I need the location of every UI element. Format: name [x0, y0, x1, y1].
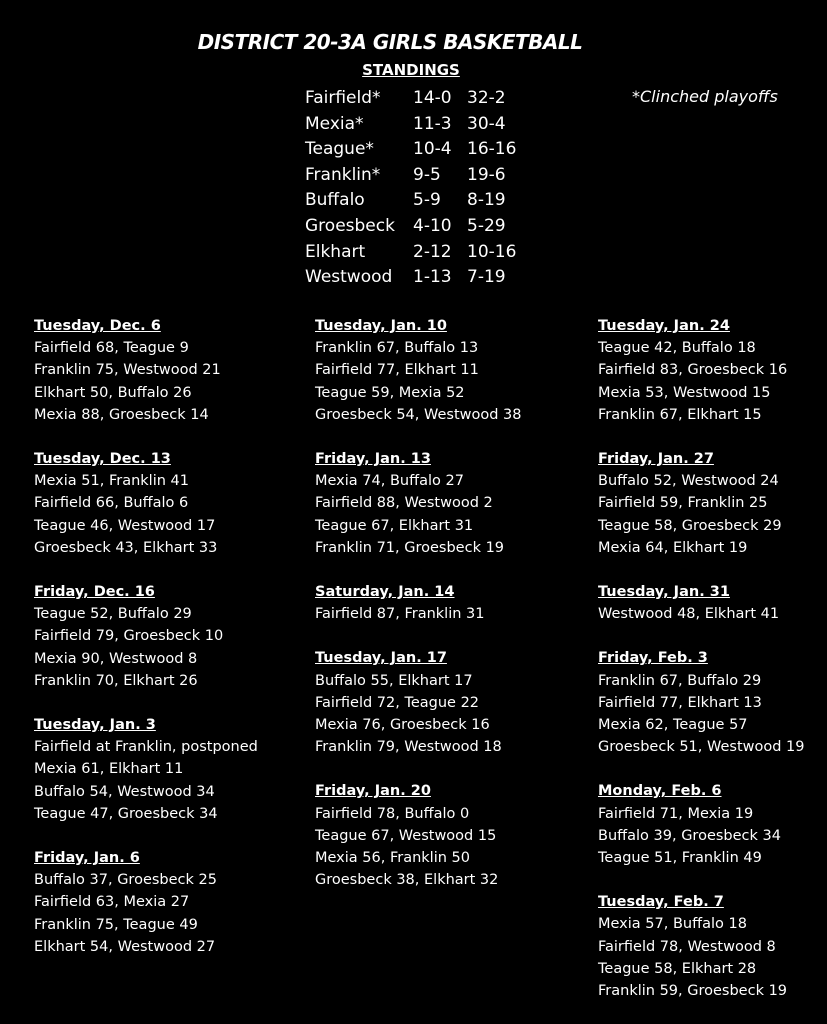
game-result: Franklin 67, Elkhart 15 [598, 406, 762, 423]
game-day-group [34, 581, 258, 692]
game-result: Buffalo 39, Groesbeck 34 [598, 827, 781, 844]
game-day-group [598, 315, 805, 426]
game-result: Fairfield at Franklin, postponed [34, 739, 258, 756]
game-result: Mexia 74, Buffalo 27 [315, 473, 464, 490]
standings-overall-record: 7-19 [467, 267, 506, 288]
game-day-group [315, 581, 522, 625]
game-result: Franklin 79, Westwood 18 [315, 739, 502, 756]
game-day-group [34, 315, 258, 426]
game-result: Mexia 61, Elkhart 11 [34, 761, 184, 778]
game-result: Westwood 48, Elkhart 41 [598, 606, 780, 623]
standings-district-record: 1-13 [413, 267, 452, 288]
page-title: DISTRICT 20-3A GIRLS BASKETBALL [197, 30, 583, 54]
game-result: Elkhart 50, Buffalo 26 [34, 384, 192, 401]
game-date: Tuesday, Jan. 10 [315, 318, 447, 334]
schedule-column-2 [315, 315, 522, 913]
game-date: Tuesday, Jan. 17 [315, 650, 447, 667]
game-date: Tuesday, Dec. 6 [34, 318, 161, 334]
game-result: Franklin 71, Groesbeck 19 [315, 539, 505, 556]
game-result: Fairfield 77, Elkhart 13 [598, 694, 762, 711]
game-result: Fairfield 72, Teague 22 [315, 694, 480, 711]
game-result: Fairfield 83, Groesbeck 16 [598, 362, 788, 379]
game-result: Fairfield 68, Teague 9 [34, 340, 189, 357]
game-result: Teague 58, Groesbeck 29 [598, 517, 782, 534]
game-result: Mexia 56, Franklin 50 [315, 850, 470, 867]
game-result: Franklin 67, Buffalo 29 [598, 672, 762, 689]
standings-district-record: 11-3 [413, 113, 452, 134]
game-result: Mexia 62, Teague 57 [598, 717, 748, 734]
game-result: Teague 67, Westwood 15 [315, 827, 497, 844]
standings-heading: STANDINGS [362, 61, 460, 79]
game-result: Mexia 90, Westwood 8 [34, 650, 198, 667]
game-result: Elkhart 54, Westwood 27 [34, 938, 216, 955]
clinched-note: *Clinched playoffs [632, 87, 778, 106]
game-result: Teague 52, Buffalo 29 [34, 606, 192, 623]
game-day-group [315, 315, 522, 426]
game-date: Tuesday, Jan. 3 [34, 717, 156, 734]
game-result: Mexia 51, Franklin 41 [34, 473, 189, 490]
standings-district-record: 2-12 [413, 241, 452, 262]
game-date: Tuesday, Jan. 24 [598, 318, 730, 334]
game-result: Franklin 59, Groesbeck 19 [598, 983, 788, 1000]
game-result: Fairfield 78, Westwood 8 [598, 938, 776, 955]
standings-table [305, 86, 516, 291]
game-day-group [598, 780, 805, 869]
game-result: Fairfield 78, Buffalo 0 [315, 805, 470, 822]
game-day-group [34, 714, 258, 825]
standings-team: Groesbeck [305, 215, 395, 236]
game-result: Mexia 53, Westwood 15 [598, 384, 771, 401]
game-result: Groesbeck 43, Elkhart 33 [34, 539, 218, 556]
game-result: Mexia 88, Groesbeck 14 [34, 406, 209, 423]
game-day-group [598, 891, 805, 1002]
game-result: Franklin 75, Teague 49 [34, 916, 198, 933]
standings-overall-record: 30-4 [467, 113, 506, 134]
game-date: Friday, Jan. 13 [315, 451, 431, 468]
game-result: Groesbeck 38, Elkhart 32 [315, 872, 499, 889]
standings-team: Buffalo [305, 190, 365, 211]
standings-row [305, 214, 516, 240]
standings-overall-record: 16-16 [467, 139, 517, 160]
standings-overall-record: 32-2 [467, 88, 506, 108]
game-date: Monday, Feb. 6 [598, 783, 722, 800]
game-result: Groesbeck 54, Westwood 38 [315, 406, 522, 423]
game-result: Buffalo 54, Westwood 34 [34, 783, 215, 800]
game-result: Teague 51, Franklin 49 [598, 850, 762, 867]
game-result: Teague 46, Westwood 17 [34, 517, 216, 534]
game-result: Teague 67, Elkhart 31 [315, 517, 474, 534]
game-result: Buffalo 52, Westwood 24 [598, 473, 779, 490]
standings-district-record: 4-10 [413, 215, 452, 236]
game-result: Buffalo 55, Elkhart 17 [315, 672, 473, 689]
game-result: Fairfield 66, Buffalo 6 [34, 495, 189, 512]
game-result: Fairfield 77, Elkhart 11 [315, 362, 479, 379]
standings-row [305, 265, 516, 291]
standings-district-record: 10-4 [413, 139, 452, 160]
game-day-group [315, 780, 522, 891]
game-date: Saturday, Jan. 14 [315, 584, 455, 601]
standings-row [305, 112, 516, 138]
game-result: Fairfield 63, Mexia 27 [34, 894, 190, 911]
game-result: Mexia 57, Buffalo 18 [598, 916, 747, 933]
schedule-column-1 [34, 315, 258, 980]
standings-team: Franklin* [305, 164, 381, 185]
standings-district-record: 14-0 [413, 88, 452, 108]
game-result: Teague 42, Buffalo 18 [598, 340, 756, 357]
standings-overall-record: 8-19 [467, 190, 506, 211]
game-date: Friday, Feb. 3 [598, 650, 708, 667]
game-result: Teague 58, Elkhart 28 [598, 960, 757, 977]
standings-overall-record: 10-16 [467, 241, 517, 262]
schedule-column-3 [598, 315, 805, 1024]
standings-team: Fairfield* [305, 88, 381, 108]
standings-row [305, 240, 516, 266]
standings-row [305, 137, 516, 163]
standings-district-record: 5-9 [413, 190, 441, 211]
game-day-group [315, 647, 522, 758]
standings-team: Teague* [305, 139, 374, 160]
game-result: Teague 59, Mexia 52 [315, 384, 465, 401]
standings-row [305, 86, 516, 112]
game-result: Teague 47, Groesbeck 34 [34, 805, 218, 822]
game-day-group [34, 847, 258, 958]
game-date: Tuesday, Jan. 31 [598, 584, 730, 601]
game-result: Groesbeck 51, Westwood 19 [598, 739, 805, 756]
game-day-group [598, 448, 805, 559]
game-result: Mexia 64, Elkhart 19 [598, 539, 748, 556]
standings-overall-record: 19-6 [467, 164, 506, 185]
game-result: Mexia 76, Groesbeck 16 [315, 717, 490, 734]
game-day-group [315, 448, 522, 559]
standings-row [305, 188, 516, 214]
game-result: Fairfield 87, Franklin 31 [315, 606, 485, 623]
standings-team: Mexia* [305, 113, 364, 134]
game-result: Franklin 75, Westwood 21 [34, 362, 221, 379]
game-date: Friday, Jan. 27 [598, 451, 714, 468]
standings-district-record: 9-5 [413, 164, 441, 185]
game-result: Fairfield 71, Mexia 19 [598, 805, 754, 822]
standings-team: Westwood [305, 267, 393, 288]
game-result: Franklin 70, Elkhart 26 [34, 672, 198, 689]
game-result: Fairfield 88, Westwood 2 [315, 495, 493, 512]
game-date: Friday, Dec. 16 [34, 584, 155, 601]
game-result: Fairfield 79, Groesbeck 10 [34, 628, 224, 645]
game-date: Friday, Jan. 20 [315, 783, 431, 800]
standings-row [305, 163, 516, 189]
game-result: Franklin 67, Buffalo 13 [315, 340, 479, 357]
game-day-group [34, 448, 258, 559]
standings-overall-record: 5-29 [467, 215, 506, 236]
game-result: Buffalo 37, Groesbeck 25 [34, 872, 217, 889]
game-day-group [598, 581, 805, 625]
standings-team: Elkhart [305, 241, 366, 262]
game-date: Tuesday, Dec. 13 [34, 451, 171, 468]
game-date: Tuesday, Feb. 7 [598, 894, 724, 911]
game-date: Friday, Jan. 6 [34, 850, 140, 867]
game-day-group [598, 647, 805, 758]
game-result: Fairfield 59, Franklin 25 [598, 495, 768, 512]
